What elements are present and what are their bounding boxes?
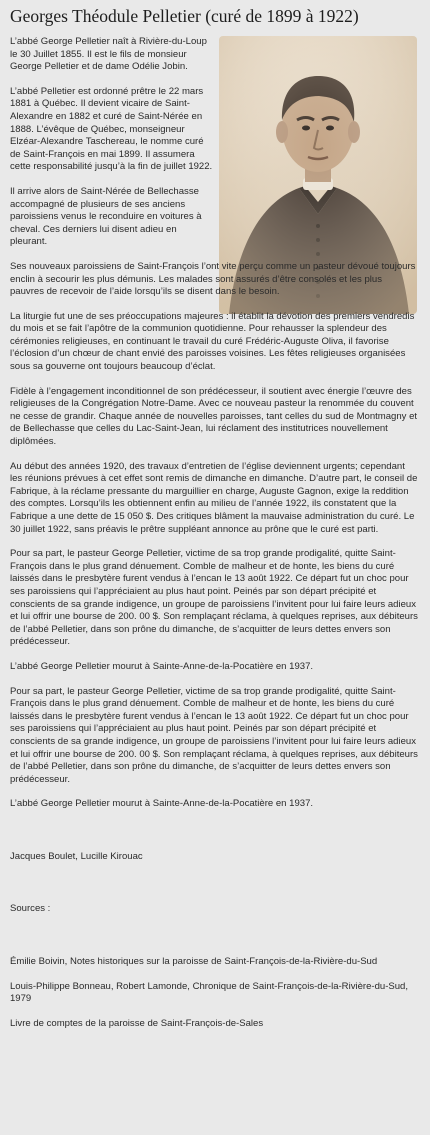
paragraph-finances: Au début des années 1920, des travaux d’entretien de l’église deviennent urgents; cependant les réunions prévues à cet effet sont remis de dimanche en dimanche. D’autre part, le conseil de Fabrique, à la réclame pressante du marguillier en charge, Auguste Gagnon, exige la reddition des comptes. Lorsqu’ils les obtiennent enfin au milieu de l’année 1922, ils constatent que la Fabrique a une dette de 15 050 $. Des critiques blâment la mauvaise administration du curé. Le 30 juillet 1922, sans préavis le prêtre suppléant annonce au prône que le curé est parti. [10, 460, 418, 535]
paragraph-ordination: L’abbé Pelletier est ordonné prêtre le 22 mars 1881 à Québec. Il devient vicaire de Saint-Alexandre en 1882 et curé de Saint-Nérée en 1888. L’évêque de Québec, monseigneur Elzéar-Alexandre Taschereau, le nomme curé de Saint-François en mai 1899. Il assumera cette responsabilité jusqu’à la fin de juillet 1922. [10, 85, 213, 173]
article-body [10, 36, 418, 1042]
paragraph-pastor: Ses nouveaux paroissiens de Saint-François l’ont vite perçu comme un pasteur dévoué toujours enclin à secourir les plus démunis. Les malades sont assurés d’être consolés et les plus pauvres de recevoir de l’aide lorsqu’ils se disent dans le besoin. [10, 260, 416, 298]
paragraph-death: L’abbé George Pelletier mourut à Sainte-Anne-de-la-Pocatière en 1937. [10, 660, 314, 672]
paragraph-birth: L’abbé George Pelletier naît à Rivière-du-Loup le 30 Juillet 1855. Il est le fils de monsieur George Pelletier et de dame Odélie Jobin. [10, 36, 207, 73]
paragraph-death-repeat: L’abbé George Pelletier mourut à Sainte-Anne-de-la-Pocatière en 1937. [10, 798, 314, 810]
paragraph-congregation: Fidèle à l’engagement inconditionnel de son prédécesseur, il soutient avec énergie l’œuvre des religieuses de la Congrégation Notre-Dame. Avec ce nouveau pasteur la renommée du couvent ne cesse de grandir. Chaque année de nouvelles paroisses, tant celles du sud de Montmagny et de Bellechasse que celles du Lac-Saint-Jean, lui réclament des institutrices nouvellement diplômées. [10, 385, 418, 448]
paragraph-arrival: Il arrive alors de Saint-Nérée de Bellechasse accompagné de plusieurs de ses anciens paroissiens venus le reconduire en voitures à cheval. Ces derniers lui disent adieu en pleurant. [10, 185, 202, 248]
source-item: Livre de comptes de la paroisse de Saint-François-de-Sales [10, 1017, 264, 1029]
source-item: Émilie Boivin, Notes historiques sur la paroisse de Saint-François-de-la-Rivière-du-Sud [10, 956, 378, 968]
paragraph-departure: Pour sa part, le pasteur George Pelletier, victime de sa trop grande prodigalité, quitte Saint-François dans le plus grand dénuement. Comble de malheur et de honte, les biens du curé laissés dans le presbytère furent vendus à l’encan le 13 août 1922. Ce départ fut un choc pour ses paroissiens qui l’appréciaient au plus haut point. Peinés par son départ précipité et conscients de sa grande indigence, un groupe de paroissiens l’invitent pour lui faire leurs adieux et lui offrir une bourse de 200. 00 $. Son remplaçant réclama, à quelques reprises, aux débiteurs de l’abbé Pelletier, dans son prône du dimanche, de s’acquitter de leurs dettes envers son prédécesseur. [10, 548, 418, 648]
source-item: Louis-Philippe Bonneau, Robert Lamonde, Chronique de Saint-François-de-la-Rivière-du-Sud, 1979 [10, 980, 409, 1005]
sources-label: Sources : [10, 903, 51, 915]
page-title: Georges Théodule Pelletier (curé de 1899 à 1922) [10, 6, 359, 26]
authors-credit: Jacques Boulet, Lucille Kirouac [10, 850, 143, 862]
paragraph-liturgy: La liturgie fut une de ses préoccupations majeures : il établit la dévotion des premiers vendredis du mois et se fait l’apôtre de la communion quotidienne. Pour rehausser la splendeur des cérémonies religieuses, en continuant le travail du curé Frédéric-Auguste Oliva, il favorise l’éclosion d’un chœur de chant envié des paroisses voisines. Les fêtes religieuses organisées sous sa gouverne ont toujours beaucoup d’éclat. [10, 310, 415, 373]
paragraph-departure-repeat: Pour sa part, le pasteur George Pelletier, victime de sa trop grande prodigalité, quitte Saint-François dans le plus grand dénuement. Comble de malheur et de honte, les biens du curé laissés dans le presbytère furent vendus à l’encan le 13 août 1922. Ce départ fut un choc pour ses paroissiens qui l’appréciaient au plus haut point. Peinés par son départ précipité et conscients de sa grande indigence, un groupe de paroissiens l’invitent pour lui faire leurs adieux et lui offrir une bourse de 200. 00 $. Son remplaçant réclama, à quelques reprises, aux débiteurs de l’abbé Pelletier, dans son prône du dimanche, de s’acquitter de leurs dettes envers son prédécesseur. [10, 685, 418, 785]
